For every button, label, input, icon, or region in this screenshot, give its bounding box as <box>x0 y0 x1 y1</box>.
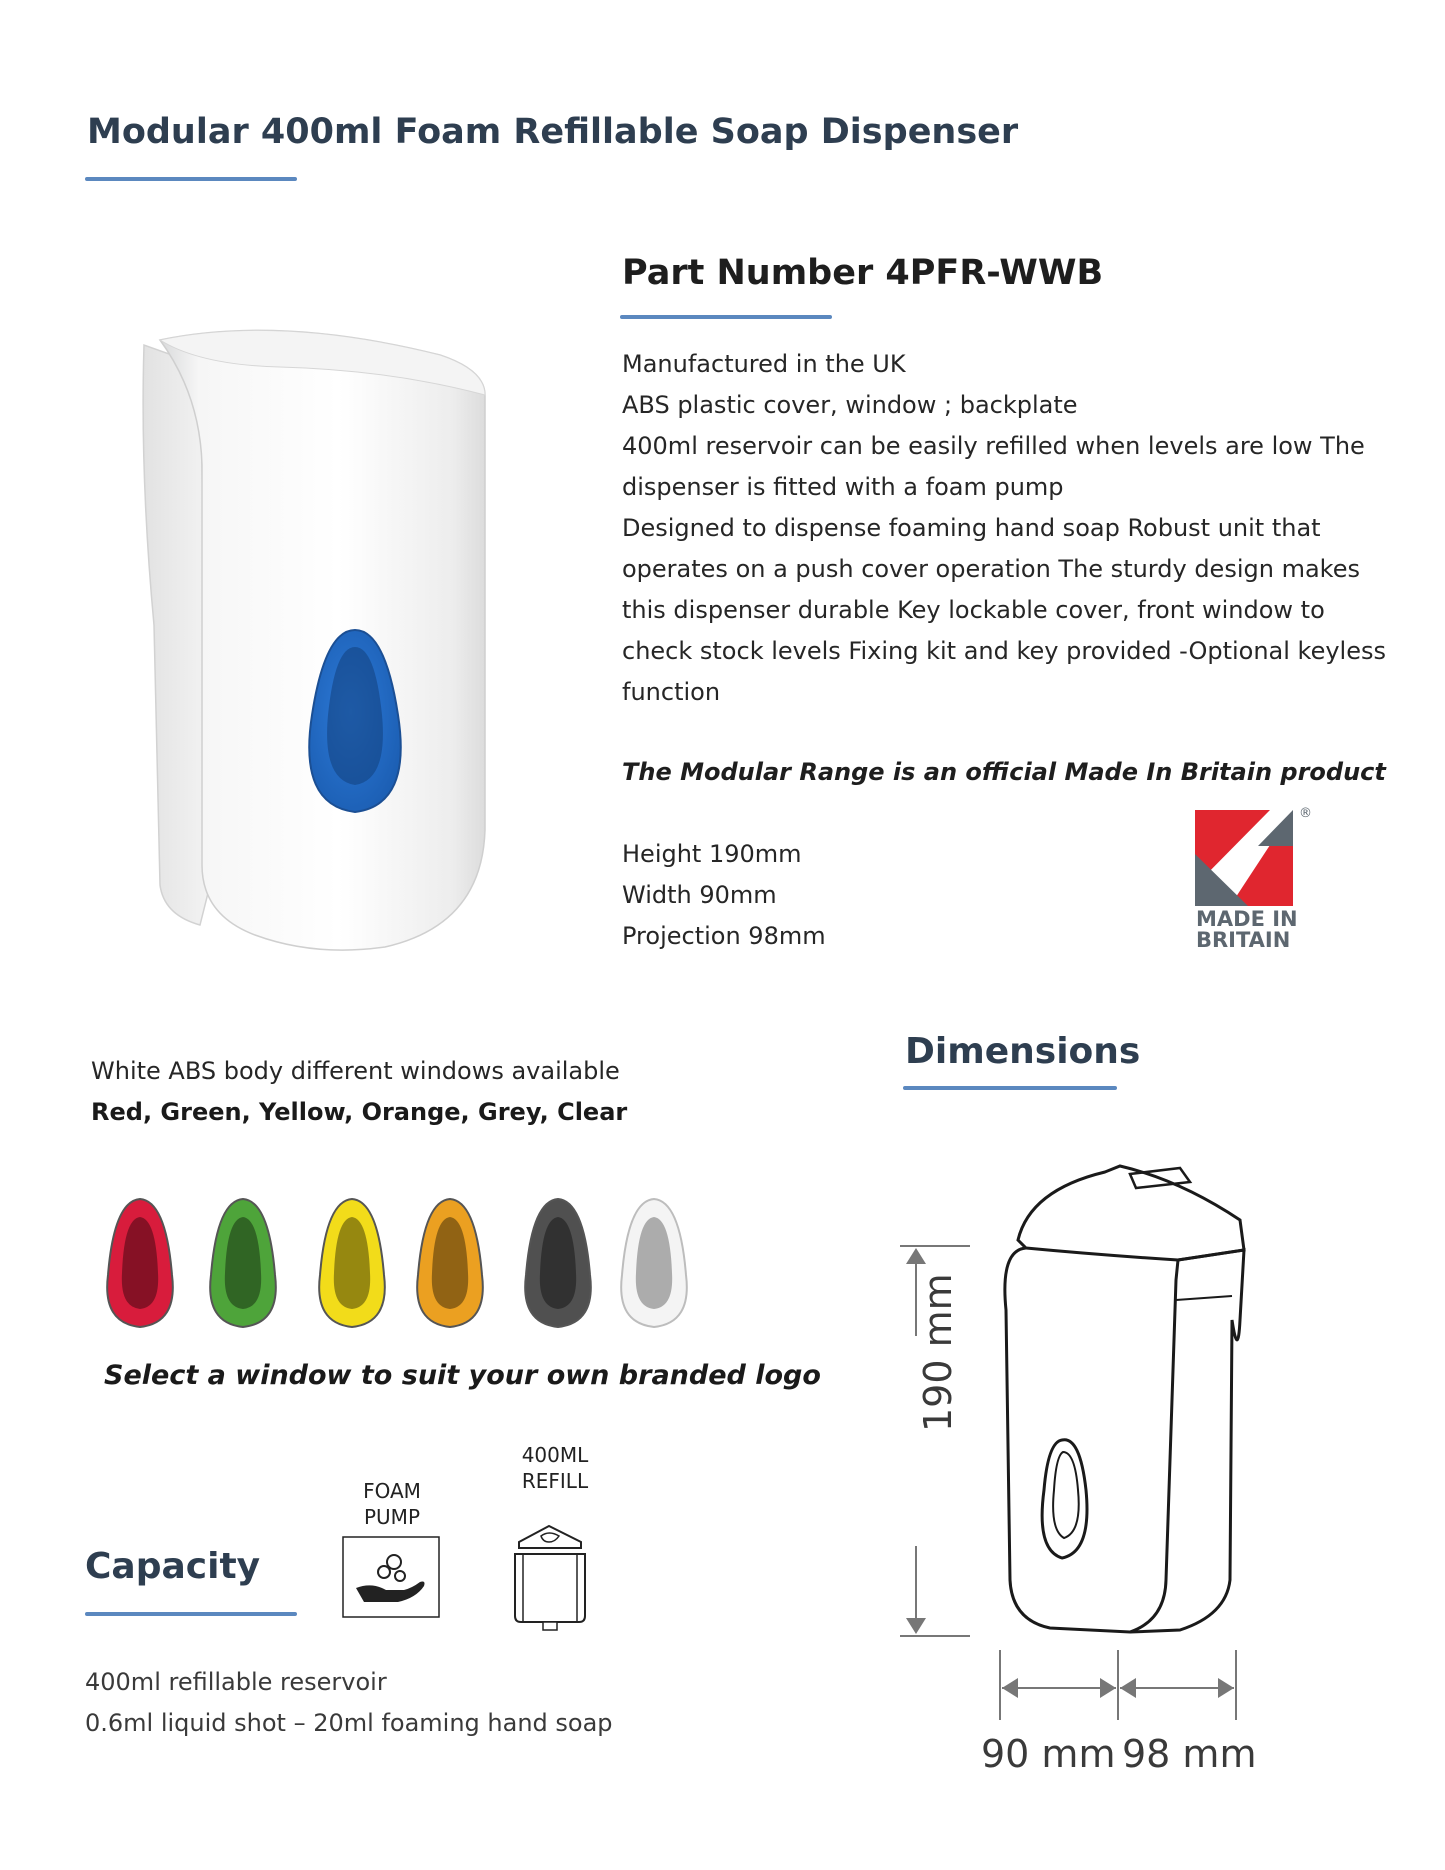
dimensions-drawing <box>880 1160 1260 1720</box>
capacity-line: 400ml refillable reservoir <box>85 1668 387 1696</box>
description-line: function <box>622 678 721 706</box>
description-line: Manufactured in the UK <box>622 350 906 378</box>
window-swatch-grey <box>518 1195 598 1335</box>
description-line: ABS plastic cover, window ; backplate <box>622 391 1078 419</box>
spec-height: Height 190mm <box>622 840 802 868</box>
refill-bottle-icon <box>505 1520 595 1632</box>
description-line: 400ml reservoir can be easily refilled when levels are low The <box>622 432 1365 460</box>
window-swatch-green <box>203 1195 283 1335</box>
part-number-underline <box>620 315 832 319</box>
page-title: Modular 400ml Foam Refillable Soap Dispenser <box>87 112 1019 152</box>
title-underline <box>85 177 297 181</box>
refill-label: 400ML REFILL <box>521 1443 589 1493</box>
union-flag-icon <box>1190 806 1320 906</box>
made-in-britain-statement: The Modular Range is an official Made In Britain product <box>622 758 1386 786</box>
foam-pump-icon <box>342 1536 440 1618</box>
dimensions-underline <box>903 1086 1117 1090</box>
windows-colors: Red, Green, Yellow, Orange, Grey, Clear <box>91 1098 628 1126</box>
dimensions-heading: Dimensions <box>905 1031 1141 1072</box>
product-image <box>130 325 515 955</box>
windows-intro: White ABS body different windows available <box>91 1057 620 1085</box>
logo-made-in: MADE IN <box>1196 907 1298 931</box>
window-swatch-red <box>100 1195 180 1335</box>
foam-pump-label: FOAM PUMP <box>363 1479 421 1529</box>
description-line: Designed to dispense foaming hand soap Robust unit that <box>622 514 1321 542</box>
spec-width: Width 90mm <box>622 881 777 909</box>
width-dimension-label: 90 mm <box>981 1732 1116 1776</box>
window-swatch-yellow <box>312 1195 392 1335</box>
description-line: check stock levels Fixing kit and key provided -Optional keyless <box>622 637 1386 665</box>
window-swatch-clear <box>614 1195 694 1335</box>
windows-tagline: Select a window to suit your own branded logo <box>104 1360 821 1391</box>
spec-projection: Projection 98mm <box>622 922 826 950</box>
made-in-britain-logo <box>1190 806 1320 956</box>
description-line: dispenser is fitted with a foam pump <box>622 473 1064 501</box>
part-number-heading: Part Number 4PFR-WWB <box>622 253 1104 293</box>
capacity-heading: Capacity <box>85 1546 261 1587</box>
window-swatch-orange <box>410 1195 490 1335</box>
height-dimension-label: 190 mm <box>916 1273 960 1432</box>
capacity-underline <box>85 1612 297 1616</box>
description-line: operates on a push cover operation The sturdy design makes <box>622 555 1360 583</box>
description-line: this dispenser durable Key lockable cover, front window to <box>622 596 1325 624</box>
capacity-line: 0.6ml liquid shot – 20ml foaming hand soap <box>85 1709 613 1737</box>
logo-britain: BRITAIN <box>1196 928 1291 952</box>
registered-mark: ® <box>1299 806 1312 821</box>
projection-dimension-label: 98 mm <box>1122 1732 1257 1776</box>
